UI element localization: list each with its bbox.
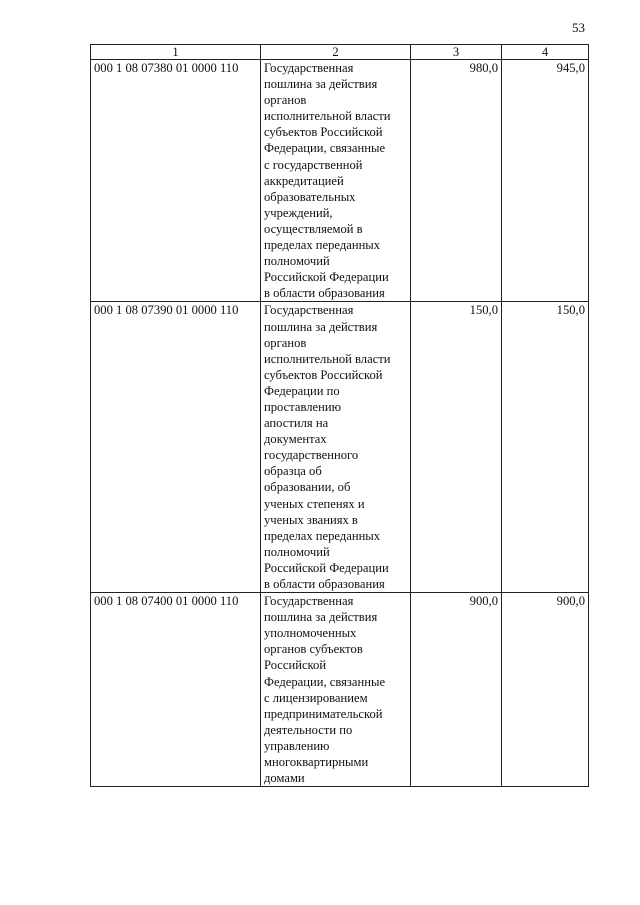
row-name-line: полномочий — [264, 254, 330, 269]
row-name-line: Государственная — [264, 594, 354, 609]
header-col-2: 2 — [261, 45, 411, 60]
row-name-line: в области образования — [264, 577, 385, 591]
row-name-line: субъектов Российской — [264, 367, 383, 382]
row-value-col-3: 980,0 — [411, 60, 502, 302]
row-name-line: аккредитацией — [264, 173, 344, 188]
row-name-line: Государственная — [264, 303, 354, 318]
row-name-line: субъектов Российской — [264, 125, 383, 140]
row-name-line: деятельности по — [264, 722, 353, 737]
row-value-col-4: 150,0 — [502, 302, 589, 593]
row-name-line: документах — [264, 432, 327, 447]
row-name-line: ученых званиях в — [264, 512, 358, 527]
row-name-line: полномочий — [264, 544, 330, 559]
row-name-line: пределах переданных — [264, 528, 381, 543]
table-row — [91, 302, 589, 593]
row-name-line: органов — [264, 335, 307, 350]
row-name-line: с государственной — [264, 157, 363, 172]
row-value-col-3: 150,0 — [411, 302, 502, 593]
row-name-line: с лицензированием — [264, 690, 368, 705]
row-name-line: уполномоченных — [264, 626, 357, 641]
row-name — [261, 302, 411, 593]
row-name-line: Государственная — [264, 61, 354, 75]
row-name-line: образовании, об — [264, 480, 351, 495]
row-name-line: Федерации, связанные — [264, 141, 386, 156]
row-name-line: пределах переданных — [264, 238, 381, 253]
row-name-line: Российской Федерации — [264, 560, 389, 575]
row-name-line: государственного — [264, 448, 359, 463]
row-code: 000 1 08 07400 01 0000 110 — [91, 593, 261, 787]
row-code: 000 1 08 07380 01 0000 110 — [91, 60, 261, 302]
row-name-line: Российской — [264, 658, 327, 673]
header-col-4: 4 — [502, 45, 589, 60]
row-value-col-4: 945,0 — [502, 60, 589, 302]
row-name — [261, 60, 411, 302]
row-name-line: пошлина за действия — [264, 319, 378, 334]
row-name-line: пошлина за действия — [264, 610, 378, 625]
row-name-line: учреждений, — [264, 205, 333, 220]
row-name-line: многоквартирными — [264, 755, 369, 770]
row-name-line: пошлина за действия — [264, 77, 378, 92]
row-name-line: исполнительной власти — [264, 351, 391, 366]
row-name-line: Федерации, связанные — [264, 674, 386, 689]
row-value-col-4: 900,0 — [502, 593, 589, 787]
row-name-line: Федерации по — [264, 383, 340, 398]
budget-table — [90, 44, 589, 787]
page-number: 53 — [572, 20, 585, 35]
table-row — [91, 60, 589, 302]
row-name-line: управлению — [264, 738, 330, 753]
row-name-line: образовательных — [264, 189, 356, 204]
row-name-line: в области образования — [264, 286, 385, 301]
header-row — [91, 45, 589, 60]
row-name-line: осуществляемой в — [264, 221, 363, 236]
row-name — [261, 593, 411, 787]
row-name-line: апостиля на — [264, 416, 329, 431]
row-code: 000 1 08 07390 01 0000 110 — [91, 302, 261, 593]
row-value-col-3: 900,0 — [411, 593, 502, 787]
row-name-line: предпринимательской — [264, 706, 383, 721]
row-name-line: органов — [264, 93, 307, 108]
header-col-1: 1 — [91, 45, 261, 60]
row-name-line: образца об — [264, 464, 322, 479]
row-name-line: Российской Федерации — [264, 270, 389, 285]
row-name-line: органов субъектов — [264, 642, 363, 657]
row-name-line: исполнительной власти — [264, 109, 391, 124]
row-name-line: ученых степенях и — [264, 496, 365, 511]
row-name-line: проставлению — [264, 399, 342, 414]
header-col-3: 3 — [411, 45, 502, 60]
row-name-line: домами — [264, 771, 305, 786]
table-row — [91, 593, 589, 787]
